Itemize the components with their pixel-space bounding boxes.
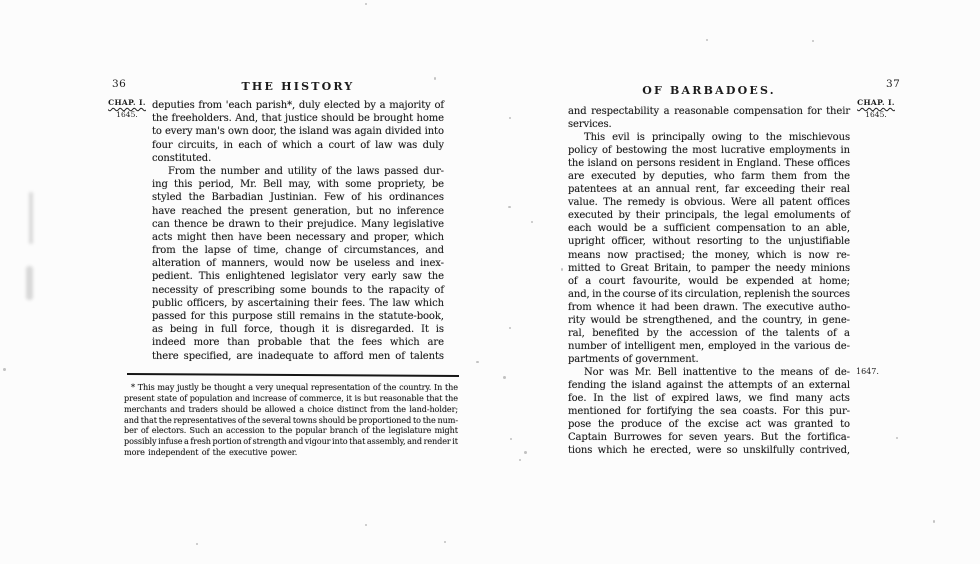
text-line: services. — [568, 119, 612, 131]
text-line: have reached the present generation, but no inference — [152, 205, 444, 217]
scan-speck — [444, 541, 446, 543]
scan-speck — [365, 524, 367, 526]
text-line: the island on persons resident in England. These offices — [568, 158, 850, 170]
text-line: upright officer, without resorting to the unjustifiable — [568, 236, 850, 248]
text-line: indeed more than probable that the fees which are — [152, 337, 444, 349]
scan-speck — [561, 268, 563, 271]
right-year-label: 1645. — [865, 109, 887, 119]
text-line: mitted to Great Britain, to pamper the needy minions — [568, 262, 850, 274]
scan-speck — [933, 520, 935, 523]
scan-speck — [434, 77, 436, 80]
text-line: pedient. This enlightened legislator very early saw the — [152, 271, 444, 283]
right-body-text — [568, 106, 850, 458]
text-line: public officers, by ascertaining their fees. The law which — [152, 297, 444, 309]
right-margin-note — [851, 98, 901, 119]
text-line: rity would be strengthened, and the country, in gene- — [568, 314, 850, 326]
text-line: ing this period, Mr. Bell may, with some propriety, be — [152, 179, 444, 191]
left-margin-note — [103, 98, 151, 119]
scan-speck — [3, 368, 6, 371]
left-year-label: 1645. — [116, 109, 138, 119]
text-line: partments of government. — [568, 353, 699, 365]
left-footnote-text — [124, 382, 458, 458]
left-page-number: 36 — [112, 78, 127, 90]
scan-speck — [365, 3, 367, 5]
text-line: and that the representatives of the several towns should be proportioned to the num- — [124, 414, 458, 425]
text-line: fending the island against the attempts of an external — [568, 379, 850, 391]
scan-speck — [509, 327, 511, 329]
text-line: are executed by deputies, who farm them from the — [568, 171, 850, 183]
scan-speck — [519, 459, 521, 461]
left-running-head: THE HISTORY — [241, 80, 355, 93]
scan-speck — [508, 206, 511, 208]
footnote-rule — [127, 373, 459, 377]
text-line: tions which he erected, were so unskilfully contrived, — [568, 445, 850, 457]
text-line: to every man's own door, the island was again divided into — [152, 126, 444, 138]
text-line: patentees at an annual rent, far exceeding their real — [568, 184, 850, 196]
text-line: from whence it had been drawn. The executive autho- — [568, 301, 850, 313]
text-line: can thence be drawn to their prejudice. Many legislative — [152, 218, 444, 230]
text-line: executed by their principals, the legal emoluments of — [568, 210, 850, 222]
text-line: alteration of manners, would now be useless and inex- — [152, 258, 444, 270]
text-line: policy of bestowing the most lucrative employments in — [568, 145, 850, 157]
scan-smudge — [26, 266, 33, 300]
scan-speck — [510, 438, 512, 440]
text-line: acts might then have been necessary and proper, which — [152, 231, 444, 243]
scan-speck — [531, 221, 533, 223]
text-line: ral, benefited by the accession of the talents of a — [568, 327, 850, 339]
text-line: of a court favourite, would be expended at home; — [568, 275, 850, 287]
scan-speck — [812, 40, 814, 42]
text-line: there specified, are inadequate to afford men of talents — [152, 350, 444, 362]
text-line: mentioned for fortifying the sea coasts. For this pur- — [568, 406, 850, 418]
text-line: styled the Barbadian Justinian. Few of his ordinances — [152, 192, 444, 204]
text-line: and respectability a reasonable compensation for their — [568, 106, 850, 117]
text-line: possibly infuse a fresh portion of strength and vigour into that assembly, and render it — [124, 436, 458, 447]
scan-speck — [196, 543, 198, 545]
text-line: deputies from 'each parish*, duly elected by a majority of — [152, 100, 444, 111]
scan-speck — [524, 451, 527, 454]
right-chapter-label: CHAP. I. — [857, 98, 895, 107]
text-line: present state of population and increase of commerce, it is but reasonable that the — [124, 392, 458, 403]
text-line: * This may justly be thought a very unequal representation of the country. In the — [131, 382, 458, 392]
text-line: each would be a sufficient compensation to an able, — [568, 223, 850, 235]
text-line: pose the produce of the excise act was granted to — [568, 419, 850, 431]
right-year-2-label: 1647. — [856, 367, 879, 376]
text-line: from the lapse of time, change of circumstances, and — [152, 245, 444, 257]
text-line: From the number and utility of the laws passed dur- — [168, 165, 444, 177]
text-line: the freeholders. And, that justice should be brought home — [152, 113, 444, 125]
text-line: four circuits, in each of which a court of law was duly — [152, 139, 444, 151]
text-line: foe. In the list of expired laws, we find many acts — [568, 393, 850, 405]
text-line: Nor was Mr. Bell inattentive to the means of de- — [584, 366, 850, 378]
text-line: necessity of prescribing some bounds to the rapacity of — [152, 284, 444, 296]
scan-smudge — [29, 192, 33, 244]
text-line: more independent of the executive power. — [124, 447, 298, 458]
text-line: passed for this purpose still remains in the statute-book, — [152, 311, 444, 322]
scan-speck — [896, 437, 898, 439]
scan-speck — [476, 361, 479, 363]
text-line: value. The remedy is obvious. Were all patent offices — [568, 197, 850, 209]
left-body-text — [152, 100, 444, 364]
text-line: means now practised; the money, which is now re- — [568, 249, 850, 261]
text-line: and, in the course of its circulation, replenish the sources — [568, 288, 850, 300]
text-line: Captain Burrowes for seven years. But the fortifica- — [568, 432, 850, 444]
scan-speck — [503, 376, 506, 379]
left-chapter-label: CHAP. I. — [108, 98, 146, 107]
right-page-number: 37 — [886, 78, 901, 90]
text-line: constituted. — [152, 152, 212, 164]
text-line: This evil is principally owing to the mischievous — [584, 132, 850, 144]
scan-speck — [509, 117, 511, 119]
text-line: merchants and traders should be allowed a choice distinct from the land-holder; — [124, 403, 458, 414]
text-line: number of intelligent men, employed in the various de- — [568, 340, 850, 352]
scan-speck — [706, 39, 708, 41]
right-running-head: OF BARBADOES. — [642, 84, 776, 97]
text-line: as being in full force, though it is disregarded. It is — [152, 324, 444, 336]
text-line: ber of electors. Such an accession to the popular branch of the legislature might — [124, 425, 458, 436]
